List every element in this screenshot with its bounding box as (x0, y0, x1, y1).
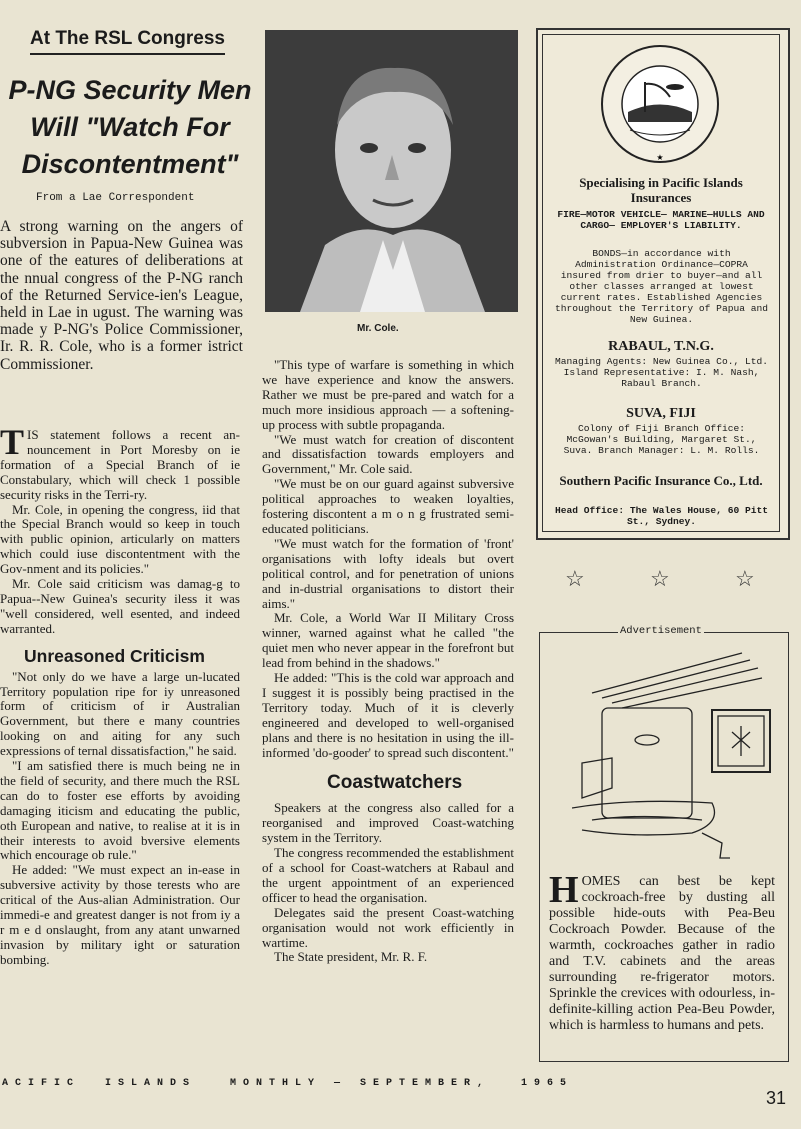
footer-year: 1965 (521, 1078, 574, 1089)
paragraph: Speakers at the congress also called for a reorganised and improved Coast-watching system in the Territory. (262, 800, 514, 846)
footer-title: ACIFIC (2, 1078, 81, 1089)
paragraph: He added: "We must expect an in-ease in subversive activity by those terests who are critical of the Aus-alian Administration. Our immedi-e and greatest danger is not from iy a r m e d onslaught, from any atant unwarned invasion by military ight or saturation bombing. (0, 862, 240, 967)
cockroach-powder-text: HOMES can best be kept cockroach-free by dusting all possible hide-outs with Pea-Beu Cockroach Powder. Because of the warmth, cockroaches gather in radio and T.V. cabinets and the areas surrounding re-frigerator motors. Sprinkle the crevices with odourless, in-definite-killing action Pea-Beu Powder, which is harmless to humans and pets. (549, 869, 775, 1033)
paragraph: The State president, Mr. R. F. (274, 949, 428, 965)
footer-title: MONTHLY — SEPTEMBER, (230, 1078, 491, 1089)
subheading: Coastwatchers (327, 772, 463, 794)
ad-heading: Specialising in Pacific Islands Insurances (579, 175, 743, 205)
portrait-photo (265, 30, 518, 312)
ad-suva-heading: SUVA, FIJI (626, 406, 696, 421)
ad-paragraph: BONDS—in accordance with Administration Ordinance—COPRA insured from drier to buyer—and all other classes arranged at lowest current rates. Established Agencies throughout the Territory of Papua and New Guinea. (554, 248, 769, 325)
section-kicker: At The RSL Congress (30, 28, 225, 55)
star-ornament-icon: ☆ (565, 566, 585, 591)
paragraph: "We must watch for the formation of 'front' organisations with lofty ideals but overt political control, and for penetration of unions and in-dustrial organisations to distort their aims." (262, 535, 514, 611)
refrigerator-illustration (572, 648, 772, 868)
paragraph: Delegates said the present Coast-watching organisation would not work efficiently in wartime. (262, 904, 514, 950)
headline: P-NG Security Men Will "Watch For Discontentment" (8, 75, 252, 179)
page-number: 31 (766, 1088, 787, 1108)
star-ornament-icon: ☆ (650, 566, 670, 591)
ad-suva-text: Colony of Fiji Branch Office: McGowan's Building, Margaret St., Suva. Branch Manager: L. M. Rolls. (563, 423, 760, 456)
paragraph: "Not only do we have a large un-lucated Territory population ripe for iy unreasoned form of criticism of ir Australian Government, but there e many countries looking on and aiting for any such expressions of ternal dissatisfaction," he said. (0, 668, 240, 759)
paragraph: Mr. Cole said criticism was damag-g to Papua--New Guinea's security iless it was "well considered, well esented, and indeed warranted. (0, 576, 240, 636)
paragraph: He added: "This is the cold war approach and I suggest it is possibly being practised in the Territory today. Much of it is cleverly engineered and developed to well-organised plans and there is no hesitation in using the ill-informed 'do-gooder' to spread such discontent." (262, 670, 514, 760)
ad-company-name: Southern Pacific Insurance Co., Ltd. (559, 473, 763, 488)
ad-rabaul-heading: RABAUL, T.N.G. (608, 339, 714, 354)
article-column-2 (262, 358, 514, 965)
article-column-1 (0, 422, 240, 968)
drop-cap: H (549, 869, 579, 911)
lead-paragraph: A strong warning on the angers of subversion in Papua-New Guinea was one of the eatures of deliberations at the nnual congress of the P-NG ranch of the Returned Service-ien's League, held in Lae in ugust. The warning was made y P-NG's Police Commissioner, Ir. R. R. Cole, who is a former istrict Commissioner. (0, 218, 243, 373)
byline: From a Lae Correspondent (36, 192, 195, 204)
paragraph: "We must be on our guard against subversive political approaches to weaken loyalties, fostering discontent a m o n g frustrated semi-educated politicians. (262, 476, 514, 536)
ad-head-office: Head Office: The Wales House, 60 Pitt St., Sydney. (554, 505, 769, 527)
drop-cap: T (0, 422, 25, 462)
subheading: Unreasoned Criticism (24, 645, 205, 666)
ad-lines-of-cover: FIRE—MOTOR VEHICLE— MARINE—HULLS AND CARGO— EMPLOYER'S LIABILITY. (557, 209, 765, 231)
paragraph: "This type of warfare is something in which we have experience and know the answers. Rather we must be pre-pared and watch for a much more insidious approach — a softening-up process with subtle propaganda. (262, 357, 514, 432)
insurance-logo-seal (600, 42, 720, 173)
paragraph: "We must watch for creation of discontent and dissatisfaction towards employers and Government," Mr. Cole said. (262, 431, 514, 477)
paragraph: Mr. Cole, a World War II Military Cross winner, warned against what he called "the quiet men who never appear in the forefront but lead from behind in the shadows." (262, 610, 514, 671)
svg-text:★: ★ (656, 153, 664, 162)
paragraph: TIS statement follows a recent an-nouncement in Port Moresby on ie formation of a Special Branch of ie Constabulary, which will check 1 possible security risks in the Terri-ry. (0, 422, 240, 502)
footer-title: ISLANDS (105, 1078, 197, 1089)
star-ornament-icon: ☆ (735, 566, 755, 591)
photo-caption: Mr. Cole. (357, 323, 399, 334)
paragraph: The congress recommended the establishment of a school for Coast-watchers at Rabaul and the urgent appointment of an experienced officer to head the organisation. (262, 845, 514, 905)
paragraph: "I am satisfied there is much being ne in the field of security, and there much the RSL can do to foster ese efforts by avoiding damaging iticism and educating the public, oth European and native, to realise at it is in their interests to avoid bversive elements which encourage ob rule." (0, 758, 240, 863)
ad-rabaul-text: Managing Agents: New Guinea Co., Ltd. Island Representative: I. M. Nash, Rabaul Branch. (554, 356, 769, 389)
advertisement-label: Advertisement (620, 625, 702, 637)
paragraph: Mr. Cole, in opening the congress, iid that the Special Branch would so keep in touch with public opinion, articularly on matters which could iuse discontentment with the Gov-nment and its policies." (0, 501, 240, 577)
